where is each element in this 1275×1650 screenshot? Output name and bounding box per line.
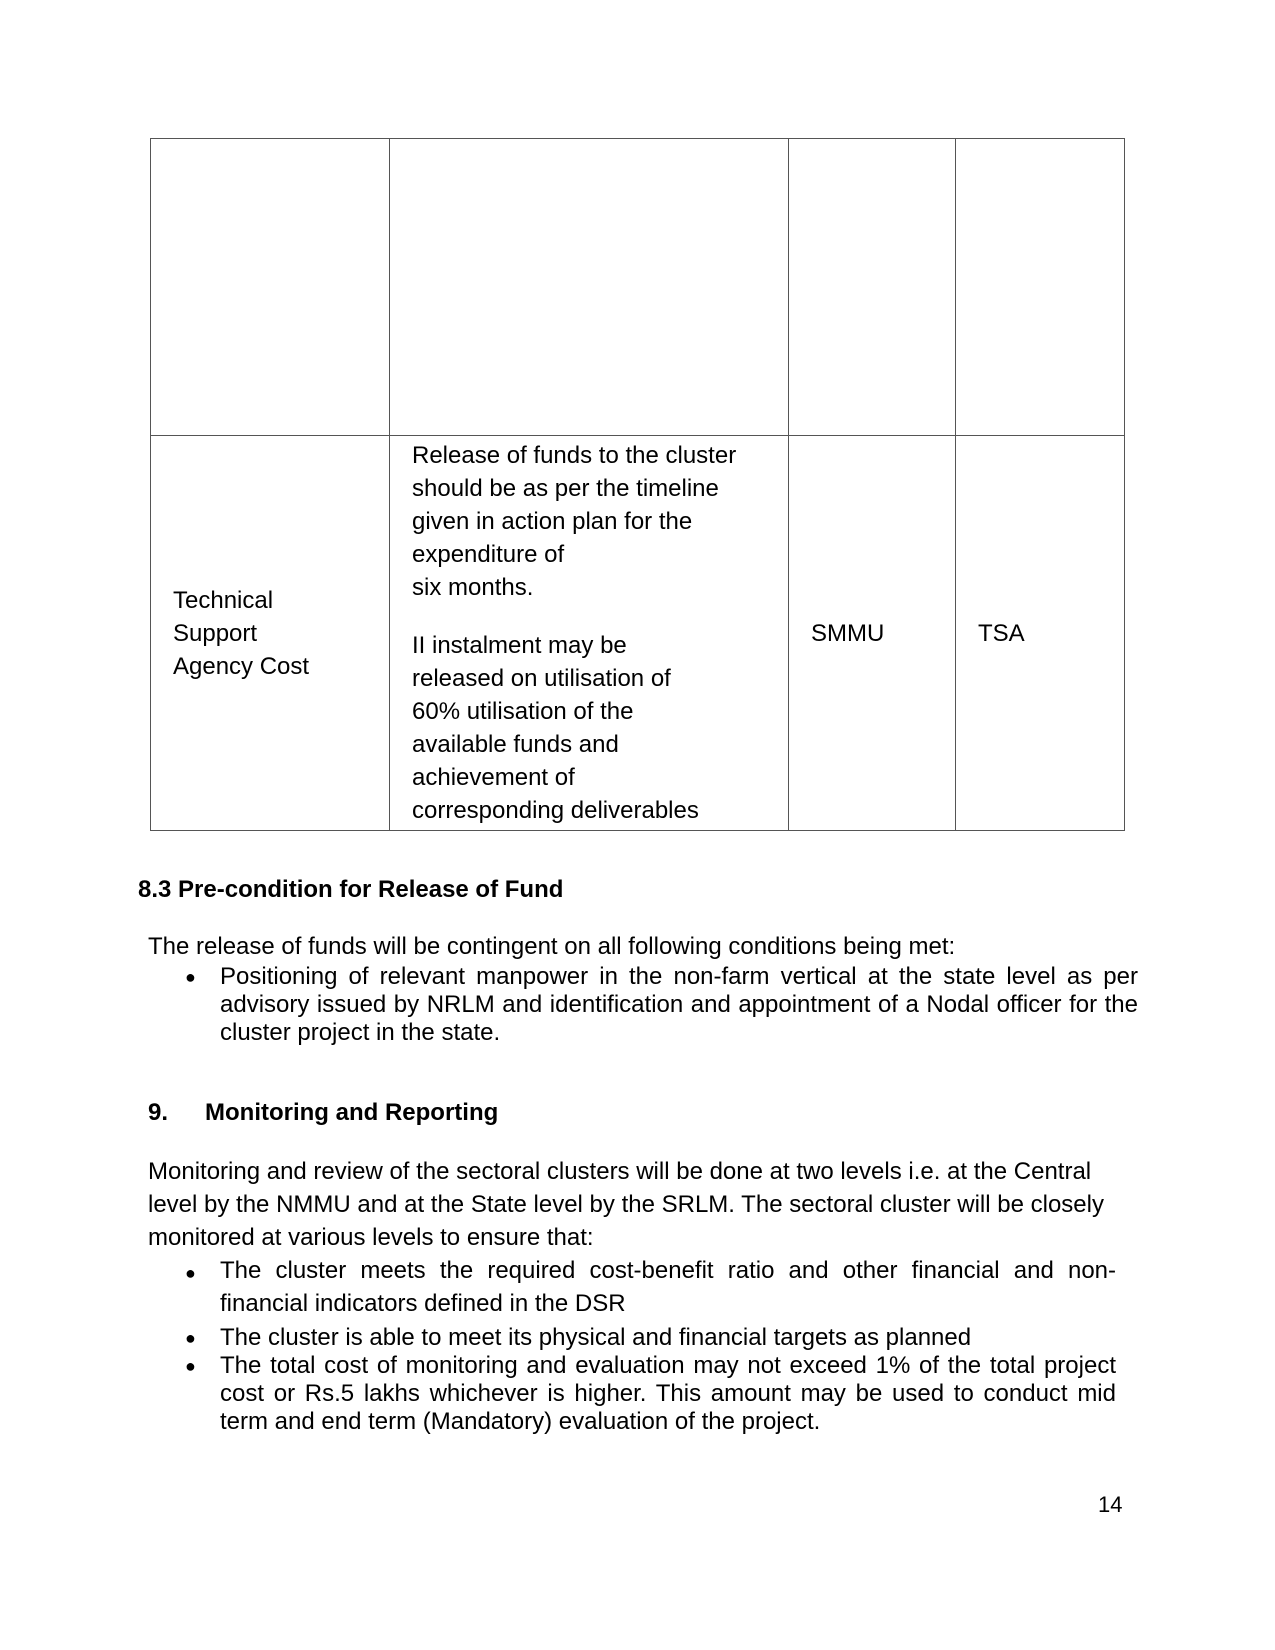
release-line: expenditure of	[412, 541, 565, 568]
table-row	[151, 436, 1125, 831]
paragraph-gap	[412, 604, 788, 629]
release-condition-cell	[390, 436, 789, 831]
release-line: should be as per the timeline	[412, 475, 719, 502]
section-9-heading-row	[148, 1099, 499, 1127]
page-number: 14	[1098, 1492, 1123, 1517]
section-9-number: 9.	[148, 1099, 169, 1126]
section-9-heading: Monitoring and Reporting	[205, 1099, 499, 1126]
bullet-text: The cluster is able to meet its physical and financial targets as planned	[220, 1324, 972, 1351]
section-8-3-bullet-list	[148, 963, 1138, 1047]
release-line: II instalment may be	[412, 632, 627, 659]
list-item	[148, 1324, 1116, 1352]
release-line: available funds and	[412, 731, 619, 758]
list-item	[148, 1254, 1116, 1320]
bullet-text: The total cost of monitoring and evaluation may not exceed 1% of the total project cost or Rs.5 lakhs whichever is higher. This amount may be used to conduct mid term and end term (Mandatory) evaluation of the project.	[220, 1352, 1116, 1435]
release-line: six months.	[412, 574, 534, 601]
list-item	[148, 1352, 1116, 1436]
section-9-intro	[148, 1155, 1116, 1254]
section-9-body	[148, 1155, 1116, 1436]
component-line: Agency Cost	[173, 652, 310, 680]
table-cell	[390, 139, 789, 436]
intro-line: Monitoring and review of the sectoral clusters will be done at two levels i.e. at the Central	[148, 1158, 1092, 1185]
recipient-cell: TSA	[956, 436, 1125, 831]
authority-cell: SMMU	[789, 436, 956, 831]
section-8-3-intro: The release of funds will be contingent on all following conditions being met:	[148, 933, 956, 960]
release-line: 60% utilisation of the	[412, 698, 634, 725]
release-line: given in action plan for the	[412, 508, 693, 535]
fund-release-table	[150, 138, 1125, 831]
bullet-text: The cluster meets the required cost-benefit ratio and other financial and non-financial indicators defined in the DSR	[220, 1257, 1116, 1317]
list-item	[148, 963, 1138, 1047]
intro-line: monitored at various levels to ensure that:	[148, 1224, 594, 1251]
table-row-empty	[151, 139, 1125, 436]
table-cell	[151, 139, 390, 436]
bullet-icon: ●	[185, 1328, 196, 1348]
bullet-icon: ●	[185, 1263, 196, 1283]
release-line: released on utilisation of	[412, 665, 671, 692]
release-line: Release of funds to the cluster	[412, 442, 737, 469]
bullet-icon: ●	[185, 1356, 196, 1376]
table-cell	[956, 139, 1125, 436]
component-line: Technical	[173, 586, 274, 614]
component-line: Support	[173, 619, 258, 647]
section-8-3-heading: 8.3 Pre-condition for Release of Fund	[138, 876, 564, 903]
release-line: achievement of	[412, 764, 575, 791]
intro-line: level by the NMMU and at the State level by the SRLM. The sectoral cluster will be closely	[148, 1191, 1104, 1218]
table-cell	[789, 139, 956, 436]
section-9-bullet-list	[148, 1254, 1116, 1436]
section-8-3-body	[148, 933, 1138, 1047]
bullet-text: Positioning of relevant manpower in the non-farm vertical at the state level as per advisory issued by NRLM and identification and appointment of a Nodal officer for the cluster project in the state.	[220, 963, 1138, 1046]
bullet-icon: ●	[185, 967, 196, 987]
release-line: corresponding deliverables	[412, 797, 699, 824]
component-cell	[151, 436, 390, 831]
